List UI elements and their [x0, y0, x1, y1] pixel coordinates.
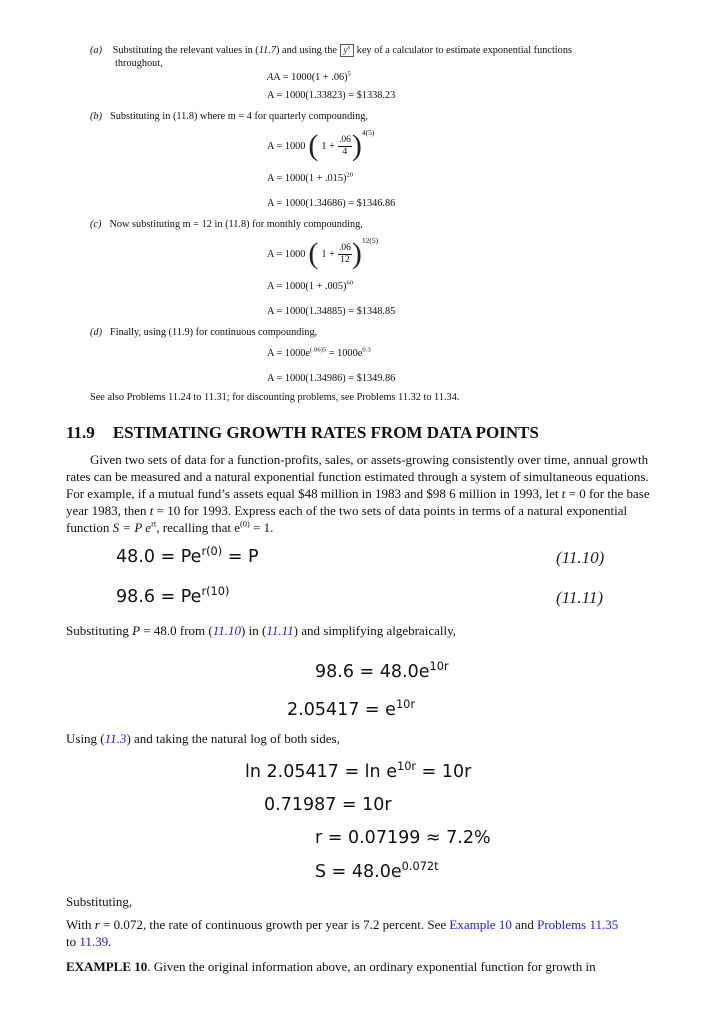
- equation-ln4: $S = 48.0e^{0.072t}$: [315, 859, 439, 882]
- equation-label-11-11: (11.11): [556, 588, 604, 607]
- substituting-label: Substituting,: [66, 894, 133, 909]
- equation-11-11: $98.6 = Pe^{r(10)}$: [116, 584, 230, 607]
- section-number: 11.9: [66, 423, 95, 442]
- part-b-line: (b) Substituting in (11.8) where m = 4 for quarterly compounding,: [90, 111, 368, 122]
- part-a-line2: throughout,: [115, 58, 163, 69]
- example-10-line: EXAMPLE 10. Given the original information above, an ordinary exponential function for growth in: [66, 959, 596, 974]
- problems-11-39-link[interactable]: 11.39: [79, 934, 109, 949]
- equation-ln2: 0.71987 = 10r: [264, 795, 392, 815]
- example-label: EXAMPLE 10: [66, 959, 148, 974]
- calculator-key: $y^x$: [340, 44, 355, 57]
- using-line: Using (11.3) and taking the natural log of both sides,: [66, 731, 340, 746]
- ref-11-3-link[interactable]: 11.3: [104, 731, 127, 746]
- part-c-eq2: $A = 1000(1 + .005)^{60}$: [267, 279, 354, 292]
- part-b-eq1: A = 1000 ( 1 + $\frac{.06}{4}$ ) 4(5): [267, 128, 375, 162]
- with-paragraph: With r = 0.072, the rate of continuous growth per year is 7.2 percent. See Example 10 and Problems 11.35 to 11.39.: [66, 917, 619, 949]
- part-c-eq3: A = 1000(1.34885) = $1348.85: [267, 306, 396, 317]
- equation-s2: $2.05417 = e^{10r}$: [287, 697, 416, 720]
- see-also: See also Problems 11.24 to 11.31; for discounting problems, see Problems 11.32 to 11.34.: [90, 392, 460, 403]
- ref-11-10-link[interactable]: 11.10: [212, 623, 242, 638]
- section-heading: [66, 423, 539, 443]
- ref-11-11-link[interactable]: 11.11: [266, 623, 294, 638]
- equation-label-11-10: (11.10): [556, 548, 605, 567]
- part-d-eq1: $A = 1000e^{(.06)5} = 1000e^{0.3}$: [267, 346, 371, 359]
- part-b-eq2: $A = 1000(1 + .015)^{20}$: [267, 171, 354, 184]
- part-d-line: (d) Finally, using (11.9) for continuous compounding,: [90, 327, 318, 338]
- part-d-eq2: A = 1000(1.34986) = $1349.86: [267, 373, 396, 384]
- equation-ln1: $\ln 2.05417 = \ln e^{10r} = 10r$: [245, 759, 472, 782]
- equation-11-10: $48.0 = Pe^{r(0)} = P$: [116, 544, 259, 567]
- substituting-line: Substituting P = 48.0 from (11.10) in (11.11) and simplifying algebraically,: [66, 623, 456, 638]
- section-title: ESTIMATING GROWTH RATES FROM DATA POINTS: [112, 423, 539, 442]
- part-a-eq1: AA = $1000(1 + .06)^5$: [267, 70, 351, 83]
- part-c-eq1: A = 1000 ( 1 + $\frac{.06}{12}$ ) 12(5): [267, 236, 379, 270]
- part-b-eq3: A = 1000(1.34686) = $1346.86: [267, 198, 396, 209]
- equation-s1: $98.6 = 48.0e^{10r}$: [315, 659, 449, 682]
- problems-11-35-link[interactable]: Problems 11.35: [537, 917, 619, 932]
- part-c-line: (c) Now substituting m = 12 in (11.8) for monthly compounding,: [90, 219, 363, 230]
- equation-ln3: r = 0.07199 ≈ 7.2%: [315, 828, 491, 848]
- example-10-link[interactable]: Example 10: [449, 917, 512, 932]
- part-a-eq2: A = 1000(1.33823) = $1338.23: [267, 90, 396, 101]
- part-a-letter: (a): [90, 45, 103, 56]
- part-a-line: (a) Substituting the relevant values in (11.7) and using the $y^x$ key of a calculator to estimate exponential functions: [90, 45, 572, 56]
- intro-paragraph: Given two sets of data for a function-profits, sales, or assets-growing consistently over time, annual growth rates can be measured and a natural exponential function estimated through a system of simultaneous equations. For example, if a mutual fund’s assets equal $48 million in 1983 and $98 6 million in 1993, let t = 0 for the base year 1983, then t = 10 for 1993. Express each of the two sets of data points in terms of a natural exponential function S = P $e^{rt}$, recalling that $e^{(0)} = 1$.: [66, 452, 650, 535]
